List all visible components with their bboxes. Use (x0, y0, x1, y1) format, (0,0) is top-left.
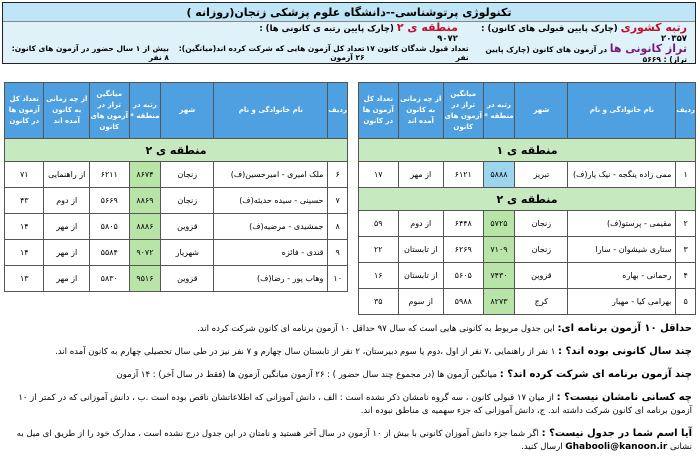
page-title: تکنولوژی پرتوشناسی--دانشگاه علوم پزشکی زنجان(روزانه ) (186, 5, 512, 19)
header-box (2, 2, 696, 64)
table-row: ۱ ممی زاده ینگجه - نیک یار(ف) تبریز ۵۸۸۸ ۶۱۲۱ از مهر ۱۷ (359, 162, 696, 188)
region-rank: منطقه ی ۲ (چارک پایین رتبه ی کانونی ها) : ۹۰۷۲ (259, 21, 458, 44)
table-row: ۵ بهرامی کیا - مهیار کرج ۸۲۷۳ ۵۹۸۸ از سوم ۳۵ (359, 289, 696, 315)
note-exam-count: چند آزمون برنامه ای شرکت کرده اند؟ : میانگین آزمون ها (در مجموع چند سال حضور ) : ۲۶ آزمون میانگین آزمون ها (فقط در سال آخر) : ۱۴ آزمون (116, 369, 692, 380)
note-missing-names: چه کسانی نامشان نیست؟ : از میان ۱۷ قبولی کانون ، سه گروه نامشان ذکر نشده است : الف ، دانش آموزانی که اطلاعاتشان ناقص بوده است .ب ، دانش آموزانی که در کمتر از ۱۰ آزمون برنامه ای کانون شرکت داشته اند. ج، دانش آموزانی که جزء سهمیه ی مناطق نبوده اند. (18, 392, 692, 416)
region-row: منطقه ی ۲ (359, 188, 696, 211)
title-bar (3, 3, 695, 22)
more-than-year: بیش از ۱ سال حضور در آزمون های کانون: ۸ نفر (11, 44, 169, 62)
table-row: ۷ حسینی - سیده حدیثه(ف) زنجان ۸۸۶۹ ۵۶۶۹ از دوم ۴۳ (5, 188, 348, 214)
col-since: از چه زمانی به کانون آمده اند (44, 83, 89, 139)
col-count: تعداد کل آزمون ها در کانون (359, 83, 399, 139)
col-city: شهر (515, 83, 568, 139)
col-score: میانگین تراز در آزمون های کانون (89, 83, 129, 139)
notes-section (8, 322, 692, 463)
note-years: چند سال کانونی بوده اند؟ : ۱ نفر از راهنمایی ،۷ نفر از اول ،دوم یا سوم دبیرستان، ۲ نفر از تابستان سال چهارم و ۷ نفر نیز در طی سال تحصیلی چهارم به کانون آمده اند. (55, 346, 692, 357)
col-name: نام خانوادگی و نام (214, 83, 328, 139)
header-row-1 (3, 22, 695, 43)
region-row: منطقه ی ۱ (359, 139, 696, 162)
right-table (358, 82, 696, 315)
table-header-row (5, 83, 348, 139)
email-link[interactable]: Ghabooli@kanoon.ir (565, 442, 668, 452)
col-rank: رتبه در منطقه * (483, 83, 515, 139)
note-min-exams: حداقل ۱۰ آزمون برنامه ای: این جدول مربوط به کانونی هایی است که سال ۹۷ حداقل ۱۰ آزمون برنامه ای کانون شرکت کرده اند. (197, 323, 692, 334)
region-row: منطقه ی ۲ (5, 139, 348, 162)
avg-exams: تعداد کل آزمون هایی که شرکت کرده اند(میانگین): ۲۶ آزمون (178, 44, 365, 62)
table-header-row (359, 83, 696, 139)
table-row: ۹ قندی - فائزه شهریار ۹۰۷۲ ۵۵۸۴ از مهر ۱۴ (5, 240, 348, 266)
accepted-count: تعداد قبول شدگان کانون ۱۷ نفر (365, 44, 469, 62)
table-row: ۲ مقیمی - پرستو(ف) زنجان ۵۷۲۵ ۶۴۴۸ از دوم ۵۹ (359, 211, 696, 237)
header-row-2 (3, 43, 695, 63)
table-row: ۶ ملک امیری - امیرحسین(ف) زنجان ۸۶۷۴ ۶۲۱۱ از راهنمایی ۷۱ (5, 162, 348, 188)
col-name: نام خانوادگی و نام (568, 83, 676, 139)
table-row: ۱۰ وهاب پور - رضا(ف) قزوین ۹۵۱۶ ۵۸۳۰ از مهر ۱۳ (5, 266, 348, 292)
table-row: ۳ ستاری شیشوان - سارا زنجان ۷۱۰۹ ۶۲۶۹ از تابستان ۲۲ (359, 237, 696, 263)
col-row: ردیف (328, 83, 348, 139)
col-rank: رتبه در منطقه * (129, 83, 161, 139)
left-table (4, 82, 348, 292)
col-since: از چه زمانی به کانون آمده اند (398, 83, 443, 139)
table-row: ۸ جمشیدی - مرضیه(ف) قزوین ۸۸۸۶ ۵۸۰۵ از مهر ۱۴ (5, 214, 348, 240)
col-city: شهر (161, 83, 214, 139)
country-rank: رتبه کشوری (چارک پایین قبولی های کانون) : ۲۰۳۵۷ (481, 21, 687, 44)
table-row: ۴ رحمانی - بهاره قزوین ۷۴۳۰ ۵۶۰۵ از تابستان ۱۶ (359, 263, 696, 289)
score-info: تراز کانونی ها در آزمون های کانون (چارک پایین تراز) : ۵۶۶۹ (485, 42, 687, 64)
note-not-listed: آیا اسم شما در جدول نیست؟ : اگر شما جزء دانش آموزان کانونی با بیش از ۱۰ آزمون در سال آخر هستید و نامتان در این جدول درج نشده است ، مدارک خود را از طریق ای میل به نشانی Ghabooli@kanoon.ir ارسال کنید. (16, 428, 692, 452)
col-count: تعداد کل آزمون ها در کانون (5, 83, 44, 139)
col-row: ردیف (676, 83, 696, 139)
col-score: میانگین تراز در آزمون های کانون (443, 83, 483, 139)
